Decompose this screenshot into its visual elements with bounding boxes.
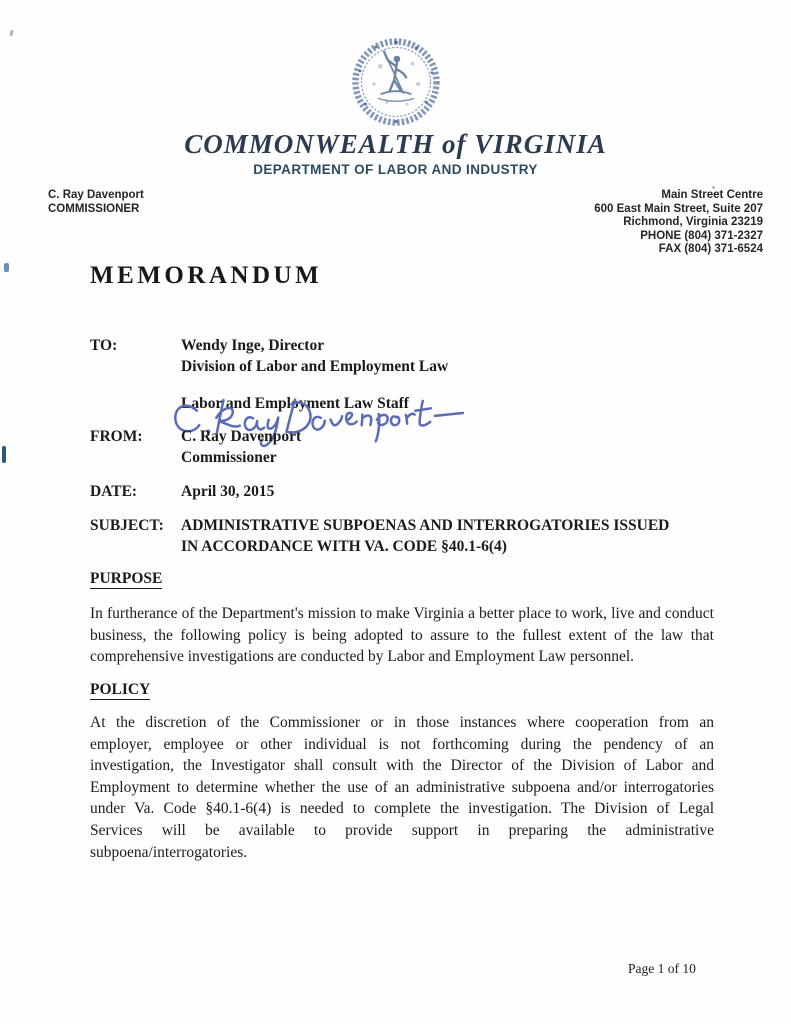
commissioner-block: [48, 189, 144, 216]
commonwealth-title: COMMONWEALTH of VIRGINIA: [184, 129, 607, 159]
address-line: Main Street Centre: [661, 189, 763, 201]
address-line: Richmond, Virginia 23219: [623, 216, 763, 228]
commissioner-title: COMMISSIONER: [48, 202, 140, 215]
policy-paragraph: At the discretion of the Commissioner or in those instances where cooperation from an employer, employee or other individual is not forthcoming during the pendency of an investigation, the Investigator shall consult with the Director of the Division of Labor and Employment to determine whether the use of an administrative subpoena and/or interrogatories under Va. Code §40.1-6(4) is needed to complete the investigation. The Division of Legal Services will be available to provide support in preparing the administrative subpoena/interrogatories.: [90, 714, 714, 861]
to-recipient-name: Wendy Inge, Director: [181, 337, 325, 354]
to-staff-line: Labor and Employment Law Staff: [181, 395, 409, 412]
to-label: TO:: [90, 337, 118, 354]
subject-line: IN ACCORDANCE WITH VA. CODE §40.1-6(4): [181, 538, 507, 555]
policy-heading-text: POLICY: [90, 681, 151, 698]
from-label: FROM:: [90, 428, 143, 445]
address-line-fax: FAX (804) 371-6524: [658, 243, 763, 255]
subject-line: ADMINISTRATIVE SUBPOENAS AND INTERROGATORIES ISSUED: [181, 517, 670, 534]
date-label: DATE:: [90, 483, 138, 500]
scan-artifact-dot: [4, 263, 9, 272]
from-name: C. Ray Davenport: [181, 428, 302, 445]
address-block: [594, 189, 763, 257]
from-title: Commissioner: [181, 449, 277, 466]
subject-label: SUBJECT:: [90, 517, 164, 534]
address-line: 600 East Main Street, Suite 207: [594, 202, 763, 215]
policy-heading: [90, 681, 150, 699]
to-recipient-division: Division of Labor and Employment Law: [181, 358, 449, 375]
department-subtitle: DEPARTMENT OF LABOR AND INDUSTRY: [253, 162, 538, 177]
scan-speck: [9, 30, 13, 37]
seal-graphic: [350, 36, 442, 128]
purpose-heading: [90, 570, 162, 588]
scan-artifact-dash: [2, 446, 6, 463]
page-number: Page 1 of 10: [628, 961, 696, 976]
purpose-paragraph: In furtherance of the Department's mission to make Virginia a better place to work, live and conduct business, the following policy is being adopted to assure to the fullest extent of the law that comprehensive investigations are conducted by Labor and Employment Law personnel.: [90, 605, 714, 666]
memorandum-heading: MEMORANDUM: [90, 262, 323, 289]
purpose-heading-text: PURPOSE: [90, 570, 163, 587]
commissioner-name: C. Ray Davenport: [48, 189, 144, 201]
virginia-state-seal-icon: [350, 36, 442, 128]
address-line-phone: PHONE (804) 371-2327: [640, 229, 763, 242]
date-value: April 30, 2015: [181, 483, 275, 500]
